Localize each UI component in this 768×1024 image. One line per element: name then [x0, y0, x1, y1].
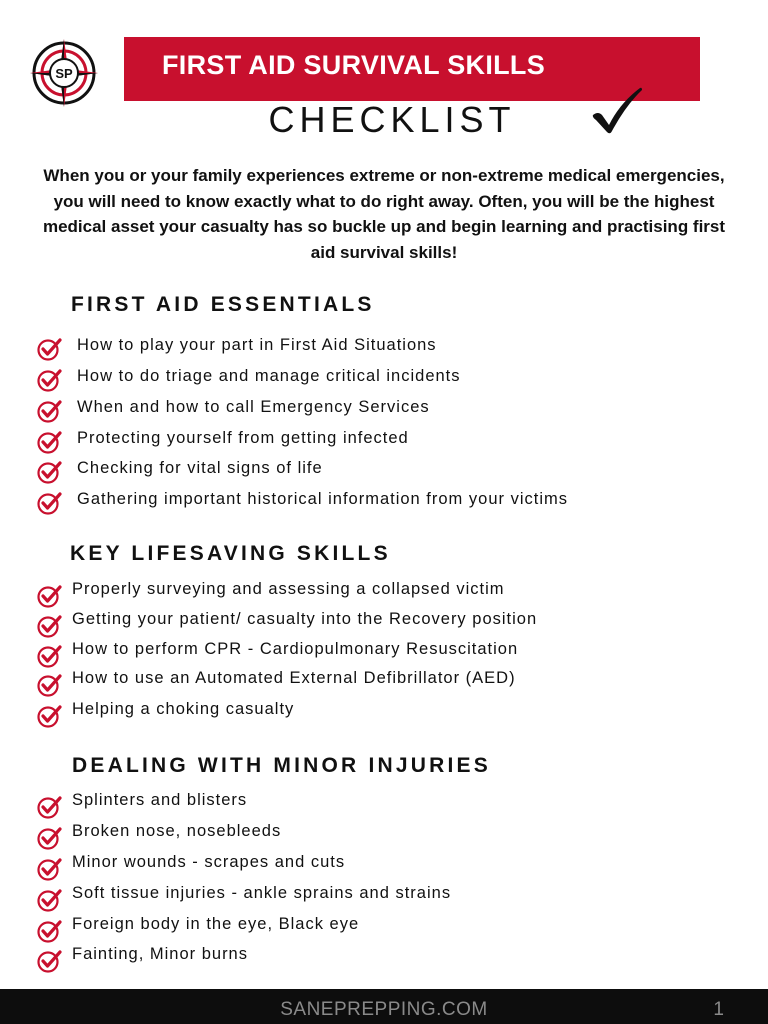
list-item-label: Splinters and blisters: [72, 791, 248, 809]
circle-check-icon: [36, 794, 62, 820]
list-item-label: Protecting yourself from getting infected: [77, 429, 409, 447]
circle-check-icon: [36, 429, 62, 455]
circle-check-icon: [36, 398, 62, 424]
list-item-label: Getting your patient/ casualty into the Recovery position: [72, 610, 538, 628]
circle-check-icon: [36, 825, 62, 851]
circle-check-icon: [36, 459, 62, 485]
list-item-label: Properly surveying and assessing a collapsed victim: [72, 580, 505, 598]
list-item-label: Checking for vital signs of life: [77, 459, 323, 477]
list-item-label: How to play your part in First Aid Situations: [77, 336, 437, 354]
footer-bar: [0, 989, 768, 1024]
footer-site-link[interactable]: SANEPREPPING.COM: [280, 999, 488, 1020]
circle-check-icon: [36, 336, 62, 362]
checkmark-icon: [590, 85, 644, 137]
section-title-dealing-with-minor-injuries: DEALING WITH MINOR INJURIES: [72, 754, 491, 777]
circle-check-icon: [36, 490, 62, 516]
circle-check-icon: [36, 918, 62, 944]
section-title-first-aid-essentials: FIRST AID ESSENTIALS: [71, 293, 375, 316]
logo-initials: SP: [55, 66, 73, 81]
circle-check-icon: [36, 856, 62, 882]
list-item-label: Helping a choking casualty: [72, 700, 295, 718]
intro-paragraph: When you or your family experiences extreme or non-extreme medical emergencies, you will need to know exactly what to do right away. Often, you will be the highest medical asset your casualty has so buckle up and begin learning and practising first aid survival skills!: [42, 166, 726, 262]
circle-check-icon: [36, 948, 62, 974]
circle-check-icon: [36, 613, 62, 639]
list-item-label: Broken nose, nosebleeds: [72, 822, 282, 840]
circle-check-icon: [36, 643, 62, 669]
list-item-label: Minor wounds - scrapes and cuts: [72, 853, 346, 871]
page-subtitle: CHECKLIST: [268, 99, 516, 140]
list-item-label: Soft tissue injuries - ankle sprains and strains: [72, 884, 452, 902]
section-title-key-lifesaving-skills: KEY LIFESAVING SKILLS: [70, 542, 391, 565]
list-item-label: When and how to call Emergency Services: [77, 398, 430, 416]
circle-check-icon: [36, 583, 62, 609]
list-item-label: Foreign body in the eye, Black eye: [72, 915, 360, 933]
circle-check-icon: [36, 703, 62, 729]
page-number: 1: [713, 999, 724, 1020]
list-item-label: Gathering important historical information from your victims: [77, 490, 568, 508]
list-item-label: How to do triage and manage critical incidents: [77, 367, 461, 385]
compass-logo-icon: [29, 38, 99, 108]
list-item-label: How to use an Automated External Defibrillator (AED): [72, 669, 516, 687]
list-item-label: How to perform CPR - Cardiopulmonary Resuscitation: [72, 640, 519, 658]
circle-check-icon: [36, 672, 62, 698]
circle-check-icon: [36, 887, 62, 913]
circle-check-icon: [36, 367, 62, 393]
list-item-label: Fainting, Minor burns: [72, 945, 248, 963]
page-title: FIRST AID SURVIVAL SKILLS: [162, 50, 546, 80]
